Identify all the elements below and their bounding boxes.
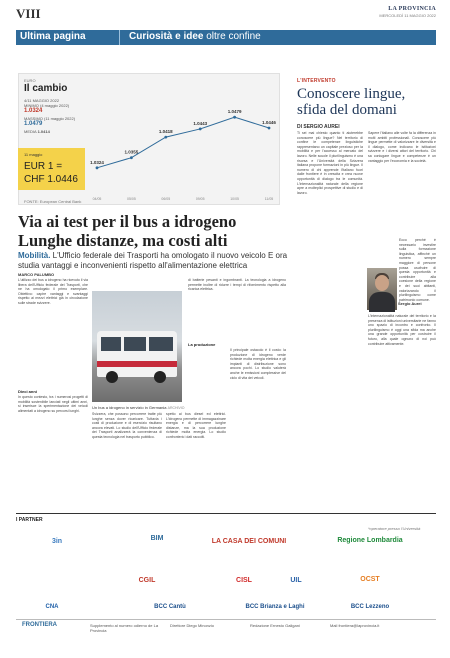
stat-min-label: MINIMO (4 maggio 2022): [24, 103, 70, 108]
opinion-column-1: Ti sei mai chiesto quanto ti aiuterebbe conoscere più lingue? Nel territorio di confine le competenze linguistiche rappresentano un capitale prezioso per la mobilità e per l'accesso al mercato del lavoro. Nelle scuole il plurilinguismo è una risorsa e l'Università della Svizzera italiana propone formazioni in più lingue. Il numero di chi apprende l'italiano fuori dalle frontiere è in crescita e crea nuove opportunità di dialogo tra le comunità. L'internazionalità naturale della regione apre a molteplici prospettive di studio e di lavoro.: [297, 131, 363, 195]
photo-credit: ARCHIVIO: [167, 406, 185, 410]
main-column-4b: Il principale ostacolo è il costo: la produzione di idrogeno verde richiede molta energia elettrica e gli impianti di distribuzione sono ancora pochi. Lo studio valuterà anche le emissioni complessive del ciclo di vita dei veicoli.: [230, 348, 286, 380]
footer-item: FRONTIERA: [22, 622, 57, 628]
rate-highlight-date: 11 maggio: [24, 152, 43, 157]
bus-wheel-front: [106, 371, 118, 383]
partner-logo: CISL: [236, 576, 252, 584]
main-column-2: Svizzera, che possono percorrere tratte più lunghe senza dover ricaricare. Tuttavia i costi di produzione e di esercizio risultano ancora elevati. Lo studio dell'Ufficio federale dei Trasporti analizzerà la convenienza di questa tecnologia nel trasporto pubblico.: [92, 412, 162, 439]
newspaper-name: LA PROVINCIA: [388, 6, 436, 12]
main-byline: MARCO PALUMBO: [18, 272, 55, 277]
page-number: VIII: [16, 6, 41, 21]
portrait-head: [375, 275, 389, 291]
partner-logo: 3in: [51, 537, 63, 545]
rate-highlight-line-1: EUR 1 =: [24, 161, 63, 172]
hydrogen-bus-photo: [92, 291, 182, 402]
section-tagline-rest: oltre confine: [203, 31, 261, 42]
main-headline: Via ai test per il bus a idrogeno Lunghe distanze, ma costi alti: [18, 212, 237, 250]
opinion-column-4: L'internazionalità naturale del territorio e la presenza di istituzioni universitarie ne fanno uno spazio di incontro e confronto. Il plurilinguismo è oggi una sfida ma anche una grande opportunità per costruire il futuro, alla quale ognuno di noi può contribuire attivamente.: [368, 314, 436, 346]
stat-mean: [24, 129, 50, 134]
card-title: Il cambio: [24, 83, 68, 94]
data-label: 1.0443: [193, 120, 208, 126]
data-label: 1.0355: [124, 149, 139, 155]
partner-logo: Regione Lombardia: [337, 536, 403, 544]
portrait-caption: Sergio Aurei: [398, 301, 422, 306]
footer-item: Direttore Diego Minonzio: [170, 623, 215, 628]
section-tagline-bold: Curiosità e idee: [129, 31, 204, 42]
section-name: Ultima pagina: [20, 31, 86, 42]
bus-wheel-rear: [154, 371, 166, 383]
data-label: 1.0324: [90, 159, 104, 165]
data-point: [130, 156, 133, 159]
partner-logo: BCC Lezzeno: [350, 604, 390, 610]
bus-stripe: [97, 361, 177, 367]
partner-logo: BIM: [150, 534, 164, 542]
opinion-title: Conoscere lingue, sfida del domani: [297, 86, 406, 118]
main-subtitle-2: La produzione: [188, 342, 216, 347]
series-line: [97, 117, 269, 168]
masthead: [16, 6, 436, 24]
section-divider: [119, 30, 120, 45]
stat-max-value: 1.0479: [24, 121, 43, 127]
footer-item: Redazione Ernesto Galigani: [250, 623, 300, 628]
data-point: [96, 166, 99, 169]
partner-logo: LA CASA DEI COMUNI: [211, 537, 287, 545]
data-label: 1.0418: [158, 129, 173, 135]
partner-logo: UIL: [290, 576, 302, 584]
exchange-rate-line-chart: [89, 80, 277, 204]
x-tick-label: 11/05: [264, 197, 274, 201]
issue-date: MERCOLEDÌ 11 MAGGIO 2022: [379, 13, 436, 18]
bus-window-front: [101, 337, 121, 351]
data-point: [164, 136, 167, 139]
rate-highlight-box: [18, 148, 85, 190]
partner-logo: OCST: [360, 575, 380, 583]
card-kicker: EURO: [24, 78, 36, 83]
data-point: [233, 116, 236, 119]
opinion-byline: DI SERGIO AUREI: [297, 124, 340, 130]
opinion-footnote: *operatore presso l'Università: [368, 526, 421, 531]
x-tick-label: 09/05: [195, 197, 205, 201]
partner-logo: CGIL: [138, 576, 156, 584]
footer-divider: [16, 619, 436, 620]
masthead-right: [379, 6, 436, 18]
footer-item: Mail frontiera@laprovincia.it: [330, 623, 380, 628]
photo-caption: [92, 405, 185, 410]
photo-caption-text: Un bus a idrogeno in servizio in Germania: [92, 405, 167, 410]
rate-highlight-line-2: CHF 1.0446: [24, 174, 78, 185]
partner-logo: BCC Brianza e Laghi: [245, 604, 305, 610]
opinion-column-3: Ecco perché è necessario investire sulla formazione linguistica, affinché un numero sempre maggiore di persone possa usufruire di questa opportunità e contribuire alla coesione della regione e dei suoi abitanti, valorizzando il plurilinguismo come patrimonio comune.: [399, 238, 436, 302]
partners-title: I PARTNER: [16, 517, 43, 523]
partners-divider: [16, 513, 436, 514]
x-tick-label: 10/05: [230, 197, 239, 201]
main-column-1: L'utilizzo dei bus a idrogeno ha ricevuto il via libera dell'Ufficio federale dei Trasporti, che ne ha omologato il primo esemplare. Obiettivo: capire vantaggi e svantaggi rispetto ai mezzi elettrici già in circolazione sulle strade svizzere.: [18, 278, 88, 305]
main-column-1b: In questo contesto, tra i numerosi progetti di mobilità sostenibile lanciati negli ultimi anni, si inserisce la sperimentazione dei veicoli alimentati a idrogeno su percorsi lunghi.: [18, 395, 88, 413]
stat-period: 4/11 MAGGIO 2022: [24, 98, 60, 103]
subhead-rest: L'Ufficio federale dei Trasporti ha omologato il nuovo veicolo E ora studia vantaggi e inconvenienti rispetto all'alimentazione elettrica: [18, 251, 288, 270]
stat-max-label: MASSIMO (11 maggio 2022): [24, 116, 76, 121]
x-tick-label: 06/05: [161, 197, 171, 201]
main-column-3: spetto ai bus diesel ed elettrici. L'idrogeno permette di immagazzinare energia e di percorrere lunghe distanze, ma la sua produzione richiede molta energia. Lo studio confronterà i dati raccolti.: [166, 412, 226, 439]
data-point: [268, 127, 271, 130]
main-subtitle-1: Dieci anni: [18, 389, 37, 394]
opinion-kicker: L'INTERVENTO: [297, 78, 336, 84]
partner-logo: BCC Cantù: [154, 604, 186, 610]
stat-mean-value: 1.0414: [37, 129, 50, 134]
stat-min-value: 1.0324: [24, 108, 43, 114]
subhead-bold: Mobilità.: [18, 251, 51, 260]
x-tick-label: 04/05: [92, 197, 102, 201]
data-label: 1.0446: [262, 119, 276, 125]
chart-source: FONTE: European Central Bank: [24, 199, 82, 204]
stat-mean-label: MEDIA: [24, 129, 37, 134]
x-tick-label: 05/05: [127, 197, 136, 201]
bus-window-rear: [149, 337, 173, 351]
main-subhead: [18, 251, 290, 270]
author-portrait: [367, 268, 397, 310]
section-tagline: [129, 31, 261, 42]
footer-item: Supplemento al numero odierno de La Provincia: [90, 623, 159, 633]
data-point: [199, 128, 202, 131]
bus-window-middle: [124, 337, 146, 351]
partner-logo: CNA: [45, 604, 59, 610]
section-bar: [16, 30, 436, 45]
main-column-4: di batterie pesanti e ingombranti. La tecnologia a idrogeno permette inoltre di ridurre i tempi di rifornimento rispetto alla ricarica elettrica.: [188, 278, 286, 292]
opinion-column-2: Sapere l'italiano alle volte fa la differenza in molti ambiti professionali. Conoscere più lingue permette di valorizzare le diversità e il dialogo, come indicano le istituzioni svizzere e i diversi attori del territorio. Chi sa coniugare lingue e competenze è un vantaggio per l'economia e la società.: [368, 131, 436, 163]
data-label: 1.0479: [227, 109, 242, 115]
portrait-torso: [369, 292, 395, 312]
